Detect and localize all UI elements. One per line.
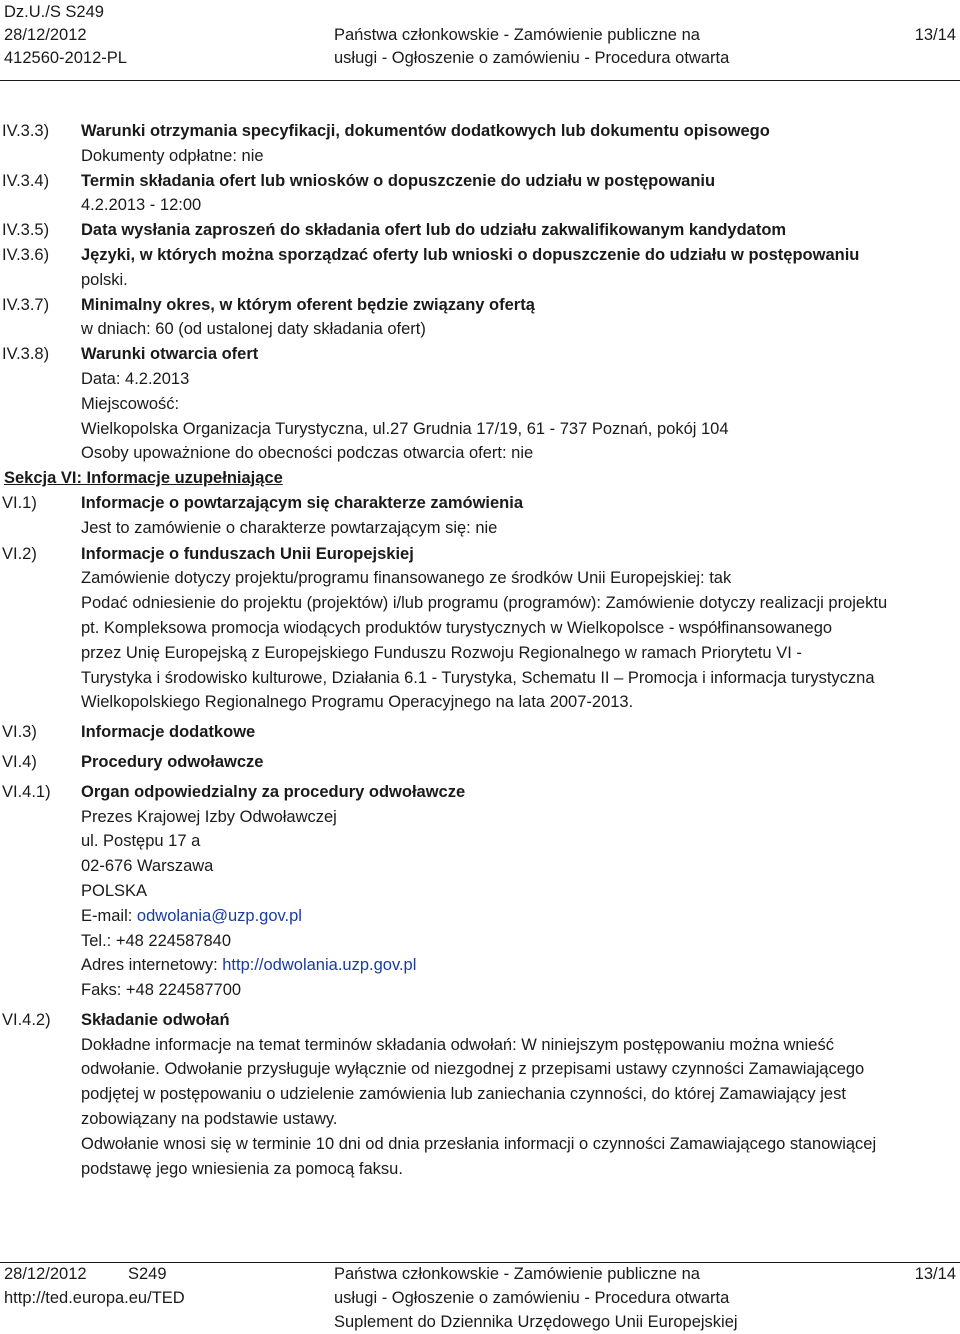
footer-title bbox=[334, 1262, 738, 1334]
header-title-line2: usługi - Ogłoszenie o zamówieniu - Procedura otwarta bbox=[334, 49, 730, 67]
item-title: Informacje dodatkowe bbox=[81, 723, 256, 742]
item-number: VI.4) bbox=[2, 752, 37, 771]
item-line: Turystyka i środowisko kulturowe, Działania 6.1 - Turystyka, Schematu II – Promocja i informacja turystyczna bbox=[81, 668, 875, 687]
item-line: Data: 4.2.2013 bbox=[81, 369, 190, 388]
item-number: IV.3.6) bbox=[2, 245, 50, 264]
section-heading: Sekcja VI: Informacje uzupełniające bbox=[4, 469, 283, 488]
web-label: Adres internetowy: bbox=[81, 956, 223, 975]
item-number: IV.3.7) bbox=[2, 295, 50, 314]
footer-title-line3: Suplement do Dziennika Urzędowego Unii Europejskiej bbox=[334, 1313, 738, 1331]
item-title: Języki, w których można sporządzać oferty lub wnioski o dopuszczenie do udziału w postępowaniu bbox=[81, 245, 860, 264]
footer-page-number: 13/14 bbox=[914, 1265, 956, 1283]
item-title: Informacje o powtarzającym się charakterze zamówienia bbox=[81, 493, 524, 512]
item-line: Jest to zamówienie o charakterze powtarzającym się: nie bbox=[81, 518, 498, 537]
item-number: VI.2) bbox=[2, 544, 37, 563]
item-line: Wielkopolskiego Regionalnego Programu Operacyjnego na lata 2007-2013. bbox=[81, 693, 634, 712]
item-number: IV.3.8) bbox=[2, 345, 50, 364]
footer-url: http://ted.europa.eu/TED bbox=[4, 1289, 185, 1307]
item-title: Procedury odwoławcze bbox=[81, 752, 264, 771]
item-vi-2 bbox=[0, 542, 960, 716]
item-title: Minimalny okres, w którym oferent będzie związany ofertą bbox=[81, 295, 535, 314]
item-line: w dniach: 60 (od ustalonej daty składania ofert) bbox=[81, 320, 426, 339]
email-link[interactable]: odwolania@uzp.gov.pl bbox=[136, 906, 302, 925]
item-title: Warunki otrzymania specyfikacji, dokumentów dodatkowych lub dokumentu opisowego bbox=[81, 122, 770, 140]
item-line: zobowiązany na podstawie ustawy. bbox=[81, 1110, 338, 1129]
header-date: 28/12/2012 bbox=[4, 26, 87, 44]
item-number: VI.4.1) bbox=[2, 782, 51, 801]
header-title-line1: Państwa członkowskie - Zamówienie publiczne na bbox=[334, 26, 700, 44]
item-iv-3-3 bbox=[0, 119, 960, 169]
page-header bbox=[0, 0, 960, 80]
item-number: IV.3.5) bbox=[2, 221, 50, 240]
item-title: Informacje o funduszach Unii Europejskiej bbox=[81, 544, 414, 563]
item-title: Data wysłania zaproszeń do składania ofert lub do udziału zakwalifikowanym kandydatom bbox=[81, 221, 787, 240]
footer-issue: S249 bbox=[128, 1265, 167, 1283]
header-left bbox=[4, 1, 127, 70]
item-vi-4-2 bbox=[0, 1008, 960, 1182]
email-label: E-mail: bbox=[81, 906, 137, 925]
item-number: VI.3) bbox=[2, 723, 37, 742]
page-footer bbox=[0, 1262, 960, 1334]
org-street: ul. Postępu 17 a bbox=[81, 832, 201, 851]
item-line: Miejscowość: bbox=[81, 394, 180, 413]
org-email-row bbox=[81, 904, 951, 929]
org-city: 02-676 Warszawa bbox=[81, 857, 214, 876]
item-line: Dokładne informacje na temat terminów składania odwołań: W niniejszym postępowaniu można wnieść bbox=[81, 1035, 834, 1054]
item-title: Termin składania ofert lub wniosków o dopuszczenie do udziału w postępowaniu bbox=[81, 171, 716, 190]
item-line: Osoby upoważnione do obecności podczas otwarcia ofert: nie bbox=[81, 444, 534, 463]
web-link[interactable]: http://odwolania.uzp.gov.pl bbox=[222, 956, 417, 975]
item-line: podstawę jego wniesienia za pomocą faksu. bbox=[81, 1159, 403, 1178]
item-line: przez Unię Europejską z Europejskiego Funduszu Rozwoju Regionalnego w ramach Priorytetu VI - bbox=[81, 643, 802, 662]
footer-date: 28/12/2012 bbox=[4, 1265, 87, 1283]
notice-ref: 412560-2012-PL bbox=[4, 49, 127, 67]
footer-title-line2: usługi - Ogłoszenie o zamówieniu - Procedura otwarta bbox=[334, 1289, 730, 1307]
footer-title-line1: Państwa członkowskie - Zamówienie publiczne na bbox=[334, 1265, 700, 1283]
item-line: Dokumenty odpłatne: nie bbox=[81, 146, 264, 165]
item-line: Podać odniesienie do projektu (projektów) i/lub programu (programów): Zamówienie dotyczy realizacji projektu bbox=[81, 594, 888, 613]
item-vi-3 bbox=[0, 720, 960, 745]
item-number: IV.3.3) bbox=[2, 122, 50, 140]
header-divider bbox=[0, 80, 960, 81]
document-body bbox=[0, 119, 960, 1181]
item-iv-3-6 bbox=[0, 243, 960, 293]
item-iv-3-7 bbox=[0, 293, 960, 343]
org-phone: Tel.: +48 224587840 bbox=[81, 931, 232, 950]
item-title: Składanie odwołań bbox=[81, 1010, 230, 1029]
item-line: odwołanie. Odwołanie przysługuje wyłącznie od niezgodnej z przepisami ustawy czynności Zamawiającego bbox=[81, 1060, 865, 1079]
item-vi-1 bbox=[0, 491, 960, 541]
org-web-row bbox=[81, 953, 951, 978]
item-title: Organ odpowiedzialny za procedury odwoławcze bbox=[81, 782, 466, 801]
item-line: Odwołanie wnosi się w terminie 10 dni od dnia przesłania informacji o czynności Zamawiającego stanowiącej bbox=[81, 1134, 877, 1153]
org-fax: Faks: +48 224587700 bbox=[81, 981, 242, 1000]
header-page-number: 13/14 bbox=[914, 26, 956, 44]
item-line: polski. bbox=[81, 270, 128, 289]
item-line: podjętej w postępowaniu o udzielenie zamówienia lub zaniechania czynności, do której Zamawiający jest bbox=[81, 1085, 846, 1104]
item-iv-3-5 bbox=[0, 218, 960, 243]
item-number: IV.3.4) bbox=[2, 171, 50, 190]
item-vi-4 bbox=[0, 750, 960, 775]
item-vi-4-1 bbox=[0, 780, 960, 1003]
item-iv-3-4 bbox=[0, 169, 960, 219]
item-line: pt. Kompleksowa promocja wiodących produktów turystycznych w Wielkopolsce - współfinansowanego bbox=[81, 618, 833, 637]
item-number: VI.1) bbox=[2, 493, 37, 512]
header-title bbox=[334, 24, 729, 70]
item-line: Zamówienie dotyczy projektu/programu finansowanego ze środków Unii Europejskiej: tak bbox=[81, 569, 732, 588]
item-line: Wielkopolska Organizacja Turystyczna, ul.27 Grudnia 17/19, 61 - 737 Poznań, pokój 104 bbox=[81, 419, 729, 438]
item-number: VI.4.2) bbox=[2, 1010, 51, 1029]
item-iv-3-8 bbox=[0, 342, 960, 466]
org-name: Prezes Krajowej Izby Odwoławczej bbox=[81, 807, 337, 826]
org-country: POLSKA bbox=[81, 881, 148, 900]
item-line: 4.2.2013 - 12:00 bbox=[81, 196, 202, 215]
item-title: Warunki otwarcia ofert bbox=[81, 345, 259, 364]
journal-ref: Dz.U./S S249 bbox=[4, 3, 104, 21]
